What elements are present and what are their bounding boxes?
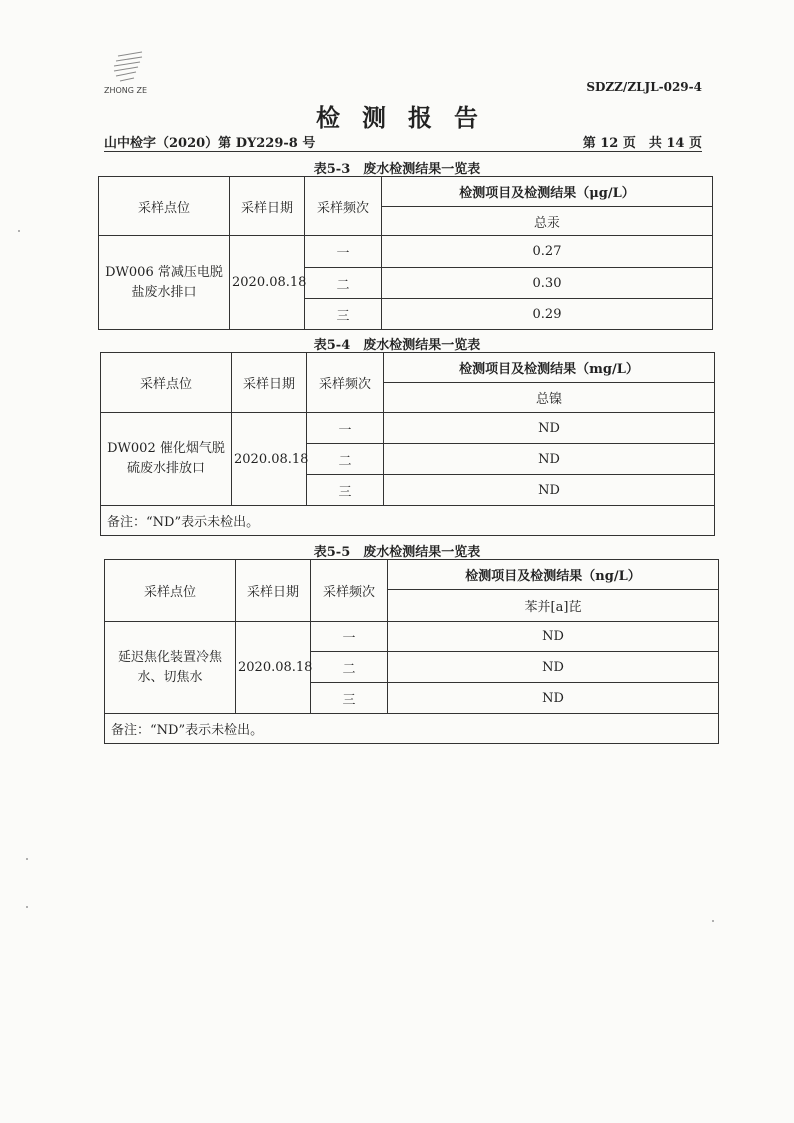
- sampling-location: DW006 常减压电脱盐废水排口: [99, 236, 230, 330]
- results-table-5-3: [98, 176, 713, 330]
- results-table-5-4: [100, 352, 715, 536]
- table-remark: 备注：“ND”表示未检出。: [101, 506, 715, 536]
- scan-speck: [26, 858, 28, 860]
- frequency-cell: 三: [307, 475, 384, 506]
- result-cell: ND: [384, 475, 715, 506]
- items-header: 检测项目及检测结果（mg/L）: [384, 353, 715, 383]
- item-name: 苯并[a]芘: [388, 590, 719, 622]
- result-cell: 0.27: [382, 236, 713, 268]
- table-caption: 表5-4 废水检测结果一览表: [313, 338, 481, 353]
- sampling-date: 2020.08.18: [232, 413, 307, 506]
- col-header-date: 采样日期: [232, 353, 307, 413]
- item-name: 总镍: [384, 383, 715, 413]
- result-cell: ND: [384, 444, 715, 475]
- frequency-cell: 二: [311, 652, 388, 683]
- sampling-date: 2020.08.18: [230, 236, 305, 330]
- logo-text: ZHONG ZE: [104, 86, 148, 95]
- result-cell: ND: [388, 652, 719, 683]
- col-header-date: 采样日期: [236, 560, 311, 622]
- page-title: 检测报告: [316, 103, 500, 132]
- report-number: 山中检字（2020）第 DY229-8 号: [104, 136, 316, 151]
- company-logo: [100, 50, 160, 100]
- table-caption: 表5-3 废水检测结果一览表: [313, 162, 481, 177]
- sampling-location: 延迟焦化装置冷焦水、切焦水: [105, 622, 236, 714]
- frequency-cell: 二: [305, 268, 382, 299]
- results-table-5-5: [104, 559, 719, 744]
- frequency-cell: 一: [307, 413, 384, 444]
- header-rule: [104, 151, 702, 152]
- col-header-frequency: 采样频次: [307, 353, 384, 413]
- col-header-location: 采样点位: [101, 353, 232, 413]
- sampling-location: DW002 催化烟气脱硫废水排放口: [101, 413, 232, 506]
- scan-speck: [712, 920, 714, 922]
- frequency-cell: 二: [307, 444, 384, 475]
- scan-speck: [18, 230, 20, 232]
- frequency-cell: 一: [305, 236, 382, 268]
- result-cell: ND: [388, 622, 719, 652]
- page-number: 第 12 页 共 14 页: [582, 136, 702, 151]
- frequency-cell: 三: [311, 683, 388, 714]
- items-header: 检测项目及检测结果（μg/L）: [382, 177, 713, 207]
- document-code: SDZZ/ZLJL-029-4: [586, 80, 702, 94]
- result-cell: ND: [384, 413, 715, 444]
- result-cell: ND: [388, 683, 719, 714]
- result-cell: 0.29: [382, 299, 713, 330]
- table-caption: 表5-5 废水检测结果一览表: [313, 545, 481, 560]
- scan-speck: [26, 906, 28, 908]
- col-header-frequency: 采样频次: [305, 177, 382, 236]
- result-cell: 0.30: [382, 268, 713, 299]
- item-name: 总汞: [382, 207, 713, 236]
- table-remark: 备注：“ND”表示未检出。: [105, 714, 719, 744]
- sampling-date: 2020.08.18: [236, 622, 311, 714]
- col-header-date: 采样日期: [230, 177, 305, 236]
- frequency-cell: 三: [305, 299, 382, 330]
- logo-mark: [108, 50, 148, 84]
- col-header-location: 采样点位: [99, 177, 230, 236]
- col-header-frequency: 采样频次: [311, 560, 388, 622]
- items-header: 检测项目及检测结果（ng/L）: [388, 560, 719, 590]
- col-header-location: 采样点位: [105, 560, 236, 622]
- frequency-cell: 一: [311, 622, 388, 652]
